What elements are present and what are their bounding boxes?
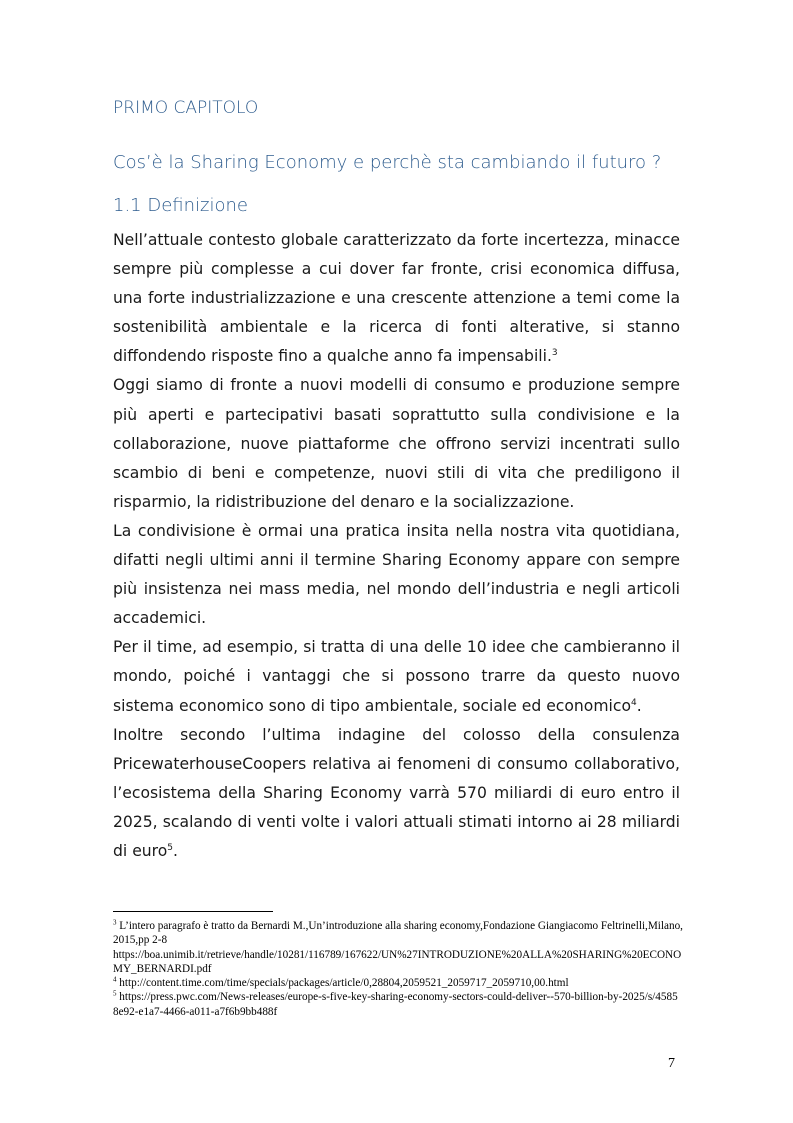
paragraph-tail: . xyxy=(173,841,178,860)
body-text xyxy=(113,226,680,866)
footnote-ref[interactable]: 4 xyxy=(630,697,637,708)
footnotes xyxy=(113,919,683,1019)
section-heading: 1.1 Definizione xyxy=(113,195,248,216)
paragraph xyxy=(113,721,680,866)
paragraph-text: Per il time, ad esempio, si tratta di una delle 10 idee che cambieranno il mondo, poiché i vantaggi che si possono trarre da questo nuovo sistema economico sono di tipo ambientale, sociale ed economico xyxy=(113,638,680,715)
paragraph xyxy=(113,633,680,720)
footnote-link[interactable]: http://content.time.com/time/specials/packages/article/0,28804,2059521_2059717_2059710,00.html xyxy=(119,977,569,990)
footnote-text: L’intero paragrafo è tratto da Bernardi M.,Un’introduzione alla sharing economy,Fondazione Giangiacomo Feltrinelli,Milano, 2015,pp 2-8 xyxy=(113,920,683,947)
paragraph-text: Oggi siamo di fronte a nuovi modelli di consumo e produzione sempre più aperti e partecipativi basati soprattutto sulla condivisione e la collaborazione, nuove piattaforme che offrono servizi incentrati sullo scambio di beni e competenze, nuovi stili di vita che prediligono il risparmio, la ridistribuzione del denaro e la socializzazione. xyxy=(113,376,680,511)
chapter-title: PRIMO CAPITOLO xyxy=(113,98,259,118)
footnote-ref[interactable]: 3 xyxy=(551,348,558,359)
footnote-number: 3 xyxy=(113,918,117,927)
paragraph-tail: . xyxy=(636,696,642,715)
footnote-number: 4 xyxy=(113,975,117,984)
paragraph xyxy=(113,226,680,371)
footnote-ref[interactable]: 5 xyxy=(167,842,174,853)
footnote-link[interactable]: https://boa.unimib.it/retrieve/handle/10281/116789/167622/UN%27INTRODUZIONE%20ALLA%20SHARING%20ECONOMY_BERNARDI.pdf xyxy=(113,948,682,975)
paragraph xyxy=(113,371,680,516)
footnote xyxy=(113,990,683,1019)
footnote-number: 5 xyxy=(113,989,117,998)
paragraph xyxy=(113,517,680,633)
paragraph-text: Nell’attuale contesto globale caratterizzato da forte incertezza, minacce sempre più complesse a cui dover far fronte, crisi economica diffusa, una forte industrializzazione e una crescente attenzione a temi come la sostenibilità ambientale e la ricerca di fonti alterative, si stanno diffondendo risposte fino a qualche anno fa impensabili. xyxy=(113,231,680,366)
page-number: 7 xyxy=(668,1056,675,1071)
paragraph-text: Inoltre secondo l’ultima indagine del colosso della consulenza PricewaterhouseCoopers relativa ai fenomeni di consumo collaborativo, l’ecosistema della Sharing Economy varrà 570 miliardi di euro entro il 2025, scalando di venti volte i valori attuali stimati intorno ai 28 miliardi di euro xyxy=(113,725,680,860)
footnote-link[interactable]: https://press.pwc.com/News-releases/europe-s-five-key-sharing-economy-sectors-could-deliver--570-billion-by-2025/s/45858e92-e1a7-4466-a011-a7f6b9bb488f xyxy=(113,991,678,1018)
footnote xyxy=(113,919,683,976)
footnote-separator xyxy=(113,911,273,912)
footnote xyxy=(113,976,683,990)
paragraph-text: La condivisione è ormai una pratica insita nella nostra vita quotidiana, difatti negli ultimi anni il termine Sharing Economy appare con sempre più insistenza nei mass media, nel mondo dell’industria e negli articoli accademici. xyxy=(113,521,680,628)
question-heading: Cos’è la Sharing Economy e perchè sta cambiando il futuro ? xyxy=(113,152,662,173)
